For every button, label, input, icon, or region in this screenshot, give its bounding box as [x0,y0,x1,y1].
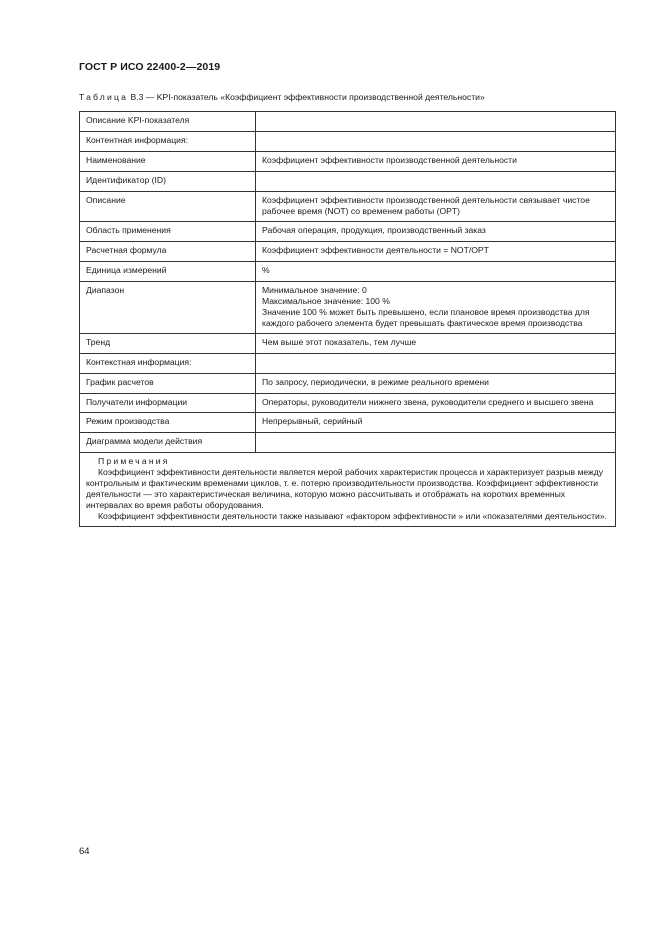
notes-row [80,453,616,527]
row-value: % [256,262,616,282]
row-value [256,433,616,453]
row-value: Непрерывный, серийный [256,413,616,433]
row-value [256,282,616,334]
row-label: Расчетная формула [80,242,256,262]
table-row [80,354,616,374]
row-label: Диаграмма модели действия [80,433,256,453]
row-label: Режим производства [80,413,256,433]
row-label: Диапазон [80,282,256,334]
table-row [80,413,616,433]
table-row [80,262,616,282]
row-value: Коэффициент эффективности деятельности = NOT/OPT [256,242,616,262]
row-value: Рабочая операция, продукция, производственный заказ [256,222,616,242]
table-row [80,282,616,334]
table-row [80,242,616,262]
table-row [80,132,616,152]
row-value: Чем выше этот показатель, тем лучше [256,334,616,354]
row-value [256,132,616,152]
table-row [80,152,616,172]
table-caption-number: В.3 [130,92,144,102]
row-label: Область применения [80,222,256,242]
row-value: Коэффициент эффективности производственной деятельности [256,152,616,172]
row-label: Контентная информация: [80,132,256,152]
notes-cell [80,453,616,527]
table-row [80,433,616,453]
row-label: Получатели информации [80,394,256,413]
row-label: Описание KPI-показателя [80,112,256,132]
row-label: Единица измерений [80,262,256,282]
range-min-line: Минимальное значение: 0 [262,285,367,295]
row-value [256,112,616,132]
range-note-line: Значение 100 % может быть превышено, если плановое время производства для каждого рабочего элемента будет превышать фактическое время производства [262,307,590,328]
row-label: Наименование [80,152,256,172]
document-header: ГОСТ Р ИСО 22400-2—2019 [79,61,221,73]
row-value: Коэффициент эффективности производственной деятельности связывает чистое рабочее время (NOT) со временем работы (OPT) [256,192,616,222]
table-caption-text: — KPI-показатель «Коэффициент эффективности производственной деятельности» [145,92,485,102]
table-row [80,374,616,394]
row-label: Идентификатор (ID) [80,172,256,192]
notes-title: Примечания [98,456,170,466]
note-paragraph: Коэффициент эффективности деятельности является мерой рабочих характеристик процесса и характеризует разрыв между контрольным и фактическим временами циклов, т. е. потерю производительности производства. Коэффициент эффективности деятельности — это характеристическая величина, которую можно рассчитывать и отображать на коротких временных интервалах во время работы оборудования. [86,467,604,510]
row-value: По запросу, периодически, в режиме реального времени [256,374,616,394]
table-row [80,172,616,192]
table-row [80,394,616,413]
table-caption-prefix: Таблица [79,92,129,102]
range-max-line: Максимальное значение: 100 % [262,296,390,306]
row-label: Контекстная информация: [80,354,256,374]
row-value: Операторы, руководители нижнего звена, руководители среднего и высшего звена [256,394,616,413]
page-number: 64 [79,846,90,857]
table-row [80,192,616,222]
kpi-table [79,111,616,527]
table-caption [79,92,485,102]
row-label: Тренд [80,334,256,354]
row-value [256,354,616,374]
table-row [80,222,616,242]
row-label: График расчетов [80,374,256,394]
table-row [80,112,616,132]
row-value [256,172,616,192]
note-paragraph: Коэффициент эффективности деятельности также называют «фактором эффективности » или «показателями деятельности». [98,511,607,521]
row-label: Описание [80,192,256,222]
table-row [80,334,616,354]
